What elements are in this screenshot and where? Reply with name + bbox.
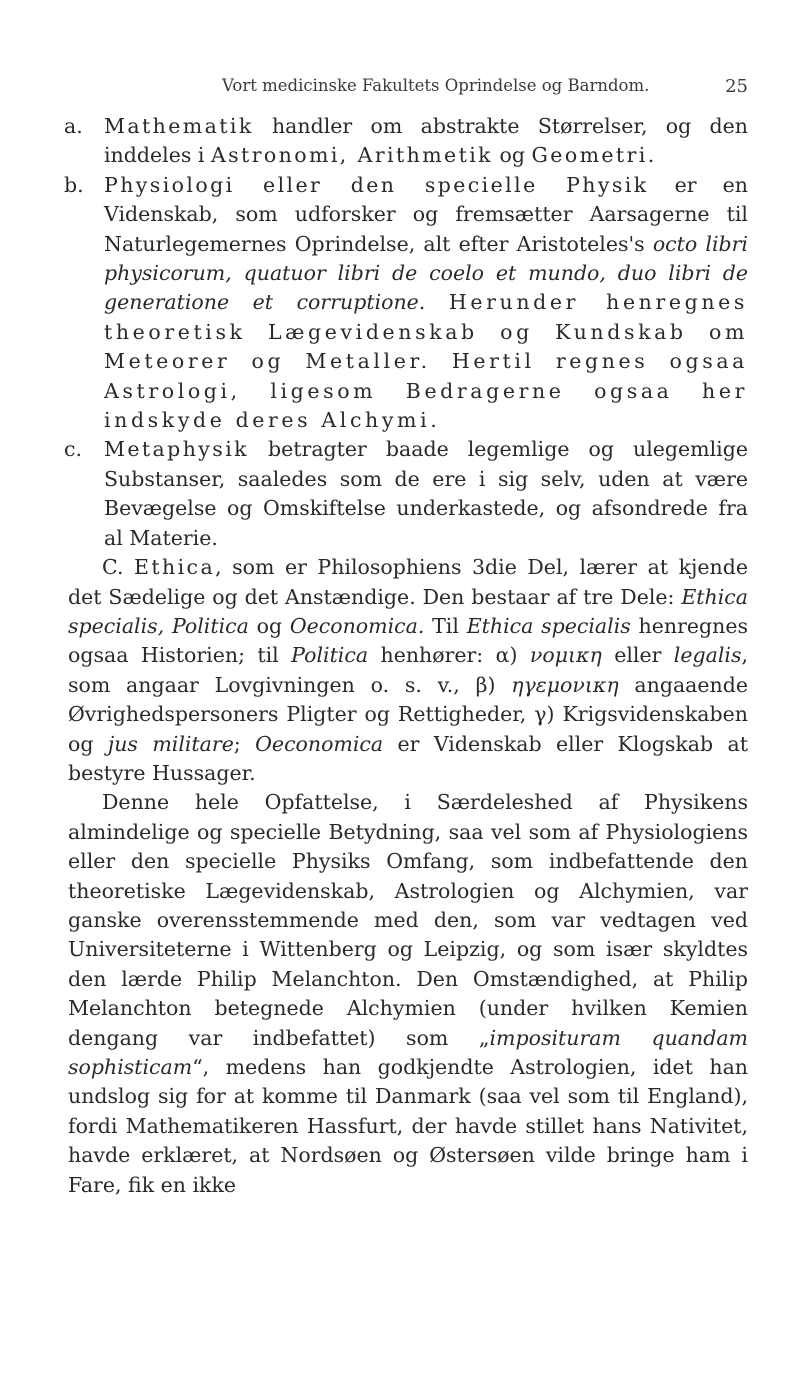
text-run: er Videnskab eller Klogskab at bestyre Hussager. [68,731,748,785]
term-astronomi-arithmetik: Astronomi, Arithmetik [210,143,494,168]
item-text [104,173,748,432]
text-run: henhører: α) [368,643,530,668]
page-number: 25 [725,76,748,97]
item-text [104,114,748,167]
paragraph-ethica [68,553,748,788]
term-ethica: Ethica [134,555,216,580]
list-item-c [64,435,748,553]
greek-term: ηγεμονικη [511,672,619,697]
text-run: henregnes ogsaa Historien; til [68,613,748,668]
greek-term: νομικη [529,643,602,668]
text-run: er en Videnskab, som udforsker og fremsætter Aarsagerne til Naturlegemernes Oprindelse, alt efter Aristoteles's [104,172,748,256]
latin-term: Ethica specialis, Politica [68,584,748,638]
term-mathematik: Mathematik [104,114,254,138]
text-run [425,290,449,314]
text-run: og [493,143,532,168]
latin-term: Politica [291,643,369,668]
list-item-b [64,171,748,436]
latin-term: Ethica specialis [466,613,631,638]
text-run: Denne hele Opfattelse, i Særdeleshed af Physikens almindelige og specielle Betydning, saa vel som af Physiologiens eller den specielle Physiks Omfang, som indbefattende den theoretiske Lægevidenskab, Astrologien og Alchymien, var ganske overensstemmende med den, som var vedtagen ved Universiteterne i Wittenberg og Leipzig, og som især skyldtes den lærde Philip Melanchton. Den Omstændighed, at Philip Melanchton betegnede Alchymien (under hvilken Kemien dengang var indbefattet) som „ [68,790,748,1050]
text-run: og [248,613,290,638]
text-run: “, medens han godkjendte Astrologien, idet han undslog sig for at komme til Danmark (saa vel som til England), fordi Mathematikeren Hassfurt, der havde stillet hans Nativitet, havde erklæret, at Nordsøen og Østersøen vilde bringe ham i Fare, fik en ikke [68,1055,748,1197]
latin-quote: imposituram quandam sophisticam [68,1025,748,1079]
text-run: , som angaar Lovgivningen o. s. v., β) [68,643,748,697]
text-run: C. [102,555,134,580]
text-run: Til [424,613,467,638]
latin-term: legalis [673,643,742,668]
text-run: handler om abstrakte Størrelser, og den inddeles i [104,114,748,168]
paragraph-melanchton [68,788,748,1200]
term-metaphysik: Metaphysik [104,437,249,462]
latin-term: Oeconomica. [289,613,425,638]
spaced-passage: Herunder henregnes theoretisk Lægevidenskab og Kundskab om Meteorer og Metaller. Hertil regnes ogsaa Astrologi, ligesom Bedragerne ogsaa her indskyde deres Alchymi. [104,290,748,433]
text-run: betragter baade legemlige og ulegemlige Substanser, saaledes som de ere i sig selv, uden at være Bevægelse og Omskiftelse underkastede, og afsondrede fra al Materie. [104,437,748,550]
item-marker: c. [64,437,82,462]
item-marker: a. [64,114,83,138]
text-run: ; [233,731,256,756]
latin-citation: octo libri physicorum, quatuor libri de coelo et mundo, duo libri de generatione et corruptione. [104,231,748,315]
page-header [0,76,800,102]
list-item-a [64,112,748,171]
item-marker: b. [64,172,84,197]
running-title: Vort medicinske Fakultets Oprindelse og Barndom. [222,76,650,95]
text-run: , som er Philosophiens 3die Del, lærer at kjende det Sædelige og det Anstændige. Den bestaar af tre Dele: [68,555,748,609]
text-run: eller [601,643,674,668]
term-physiologi: Physiologi eller den specielle Physik [104,172,649,197]
item-text [104,437,748,549]
page-body [64,112,748,1200]
latin-term: Oeconomica [255,731,384,756]
latin-term: jus militare [107,731,234,756]
text-run: angaaende Øvrighedspersoners Pligter og Rettigheder, γ) Krigsvidenskaben og [68,672,748,756]
term-geometri: Geometri. [531,143,657,168]
